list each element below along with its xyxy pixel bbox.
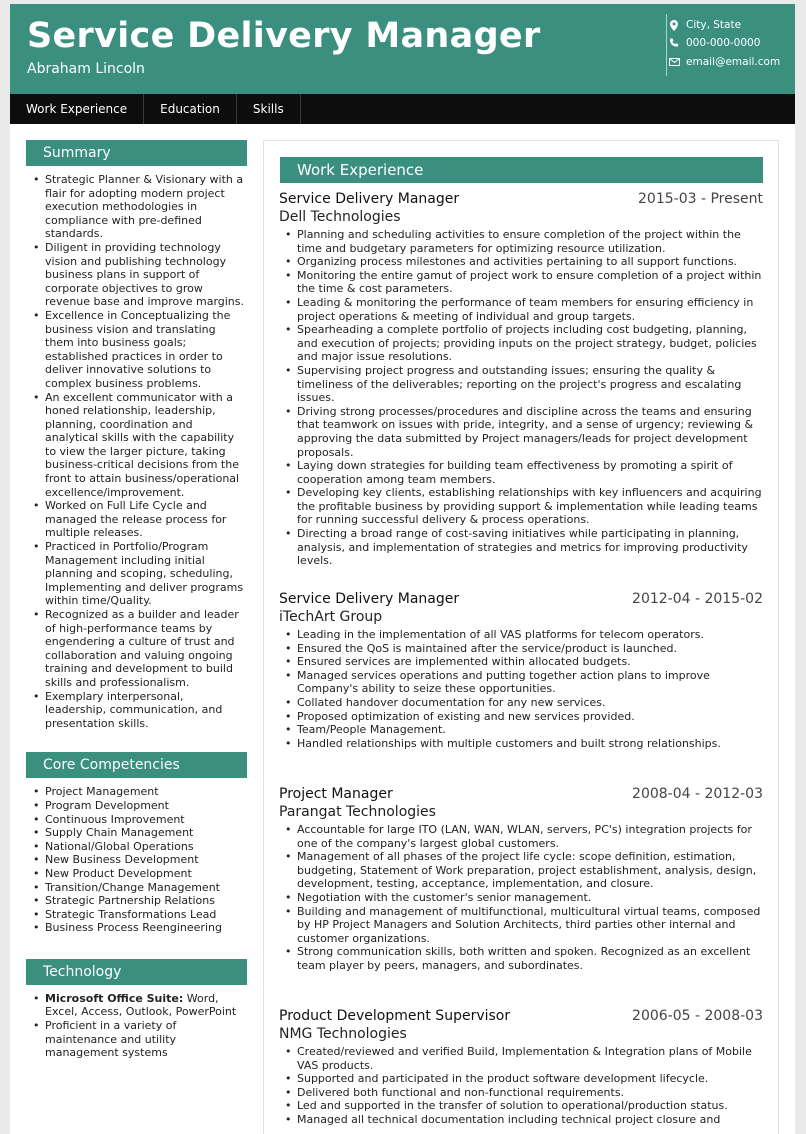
- list-item: [26, 1019, 247, 1060]
- tab-education[interactable]: Education: [144, 94, 237, 124]
- list-item: • Proposed optimization of existing and new services provided.: [279, 710, 763, 724]
- job-company: Dell Technologies: [279, 209, 401, 225]
- list-item: • Project Management: [26, 785, 247, 799]
- job-dates: 2008-04 - 2012-03: [632, 786, 763, 802]
- technology-heading: Technology: [26, 959, 247, 985]
- list-item: • An excellent communicator with a honed relationship, leadership, planning, coordination and analytical skills with the capability to view the larger picture, taking business-critical decisions from the front to attain business/operational excellence/improvement.: [26, 391, 247, 500]
- list-item: • Strong communication skills, both written and spoken. Recognized as an excellent team player by peers, managers, and subordinates.: [279, 945, 763, 972]
- phone-icon: [668, 38, 680, 48]
- list-item: • Program Development: [26, 799, 247, 813]
- list-item: • Handled relationships with multiple customers and built strong relationships.: [279, 737, 763, 751]
- list-item: • Ensured the QoS is maintained after the service/product is launched.: [279, 642, 763, 656]
- list-item: • Strategic Planner & Visionary with a flair for adopting modern project execution methodologies in compliance with pre-defined standards.: [26, 173, 247, 241]
- email-link[interactable]: email@email.com: [686, 56, 781, 68]
- job-title: Product Development Supervisor: [279, 1008, 511, 1024]
- list-item: • Developing key clients, establishing relationships with key influencers and acquiring the profitable business by providing support & implementation while leading teams for running successful delivery & process operations.: [279, 486, 763, 527]
- list-item: • Created/reviewed and verified Build, Implementation & Integration plans of Mobile VAS products.: [279, 1045, 763, 1072]
- tab-skills[interactable]: Skills: [237, 94, 301, 124]
- job-title: Project Manager: [279, 786, 393, 802]
- list-item: • Organizing process milestones and activities pertaining to all support functions.: [279, 255, 763, 269]
- list-item: • Building and management of multifunctional, multicultural virtual teams, composed by HP Project Managers and Solution Architects, third parties other internal and customer organizations.: [279, 905, 763, 946]
- envelope-icon: [668, 58, 680, 66]
- main-content: [263, 140, 779, 1134]
- tab-work-experience[interactable]: Work Experience: [10, 94, 144, 124]
- list-item: • Leading in the implementation of all VAS platforms for telecom operators.: [279, 628, 763, 642]
- job-entry: [279, 1008, 763, 1127]
- resume-header: [10, 4, 795, 94]
- tech-label: Microsoft Office Suite:: [45, 991, 184, 1005]
- job-title: Service Delivery Manager: [279, 191, 460, 207]
- job-company: iTechArt Group: [279, 609, 383, 625]
- location-text: City, State: [686, 19, 742, 31]
- work-experience-heading: Work Experience: [280, 157, 763, 183]
- list-item: • Worked on Full Life Cycle and managed the release process for multiple releases.: [26, 499, 247, 540]
- location-pin-icon: [668, 20, 680, 31]
- job-company: NMG Technologies: [279, 1026, 407, 1042]
- tech-text: Proficient in a variety of maintenance and utility management systems: [45, 1019, 177, 1060]
- list-item: • Strategic Partnership Relations: [26, 894, 247, 908]
- list-item: • Laying down strategies for building team effectiveness by promoting a spirit of cooperation among team members.: [279, 459, 763, 486]
- list-item: • Supported and participated in the product software development lifecycle.: [279, 1072, 763, 1086]
- list-item: • Excellence in Conceptualizing the business vision and translating them into business goals; established practices in order to deliver innovative solutions to complex business problems.: [26, 309, 247, 391]
- list-item: • Managed all technical documentation including technical project closure and: [279, 1113, 763, 1127]
- job-bullets: [279, 1045, 763, 1127]
- list-item: • Accountable for large ITO (LAN, WAN, WLAN, servers, PC's) integration projects for one of the company's largest global customers.: [279, 823, 763, 850]
- contact-location: [668, 19, 741, 31]
- list-item: • Led and supported in the transfer of solution to operational/production status.: [279, 1099, 763, 1113]
- phone-text: 000-000-0000: [686, 37, 761, 49]
- list-item: • Transition/Change Management: [26, 881, 247, 895]
- contact-email[interactable]: [668, 56, 780, 68]
- job-dates: 2006-05 - 2008-03: [632, 1008, 763, 1024]
- job-company: Parangat Technologies: [279, 804, 436, 820]
- header-divider: [666, 14, 667, 76]
- list-item: • Team/People Management.: [279, 723, 763, 737]
- list-item: • Ensured services are implemented within allocated budgets.: [279, 655, 763, 669]
- list-item: • Driving strong processes/procedures and discipline across the teams and ensuring that teamwork on issues with pride, integrity, and a sense of urgency; reviewing & approving the data submitted by Project managers/leads for project development proposals.: [279, 405, 763, 459]
- list-item: • Leading & monitoring the performance of team members for ensuring efficiency in project operations & meeting of individual and group targets.: [279, 296, 763, 323]
- list-item: • Supply Chain Management: [26, 826, 247, 840]
- tech-text: Word, Excel, Access, Outlook, PowerPoint: [45, 991, 237, 1019]
- person-name: Abraham Lincoln: [27, 61, 145, 77]
- job-bullets: [279, 823, 763, 973]
- list-item: • Managed services operations and putting together action plans to improve Company's ability to seize these opportunities.: [279, 669, 763, 696]
- competencies-list: [26, 785, 247, 935]
- sidebar: [26, 140, 247, 1060]
- list-item: • Continuous Improvement: [26, 813, 247, 827]
- job-dates: 2015-03 - Present: [638, 191, 763, 207]
- technology-list: [26, 992, 247, 1060]
- list-item: • Negotiation with the customer's senior management.: [279, 891, 763, 905]
- job-bullets: [279, 628, 763, 750]
- list-item: • Spearheading a complete portfolio of projects including cost budgeting, planning, and execution of projects; providing inputs on the project strategy, budget, policies and major issue resolutions.: [279, 323, 763, 364]
- job-entry: [279, 591, 763, 750]
- list-item: • Planning and scheduling activities to ensure completion of the project within the time and budgetary parameters for optimizing resource utilization.: [279, 228, 763, 255]
- list-item: • Recognized as a builder and leader of high-performance teams by engendering a culture of trust and collaboration and valuing ongoing training and development to build skills and professionalism.: [26, 608, 247, 690]
- list-item: • Exemplary interpersonal, leadership, communication, and presentation skills.: [26, 690, 247, 731]
- list-item: • Diligent in providing technology vision and publishing technology business plans in support of corporate objectives to grow revenue base and improve margins.: [26, 241, 247, 309]
- summary-list: [26, 173, 247, 730]
- list-item: • Delivered both functional and non-functional requirements.: [279, 1086, 763, 1100]
- list-item: • Directing a broad range of cost-saving initiatives while participating in planning, analysis, and implementation of strategies and metrics for improving productivity levels.: [279, 527, 763, 568]
- page-title: Service Delivery Manager: [27, 16, 541, 56]
- job-entry: [279, 786, 763, 973]
- list-item: [26, 992, 247, 1019]
- job-dates: 2012-04 - 2015-02: [632, 591, 763, 607]
- list-item: • New Business Development: [26, 853, 247, 867]
- list-item: • Monitoring the entire gamut of project work to ensure completion of a project within the time & cost parameters.: [279, 269, 763, 296]
- summary-heading: Summary: [26, 140, 247, 166]
- list-item: • Supervising project progress and outstanding issues; ensuring the quality & timeliness of the deliverables; reporting on the project's progress and escalating issues.: [279, 364, 763, 405]
- list-item: • Strategic Transformations Lead: [26, 908, 247, 922]
- job-entry: [279, 191, 763, 568]
- competencies-heading: Core Competencies: [26, 752, 247, 778]
- list-item: • Business Process Reengineering: [26, 921, 247, 935]
- list-item: • Management of all phases of the project life cycle: scope definition, estimation, budgeting, Statement of Work preparation, project establishment, analysis, design, development, testing, acceptance, implementation, and closure.: [279, 850, 763, 891]
- list-item: • New Product Development: [26, 867, 247, 881]
- list-item: • Practiced in Portfolio/Program Management including initial planning and scoping, scheduling, Implementing and deliver programs within time/Quality.: [26, 540, 247, 608]
- section-nav: [10, 94, 795, 124]
- contact-phone: [668, 37, 760, 49]
- job-title: Service Delivery Manager: [279, 591, 460, 607]
- list-item: • National/Global Operations: [26, 840, 247, 854]
- job-bullets: [279, 228, 763, 568]
- list-item: • Collated handover documentation for any new services.: [279, 696, 763, 710]
